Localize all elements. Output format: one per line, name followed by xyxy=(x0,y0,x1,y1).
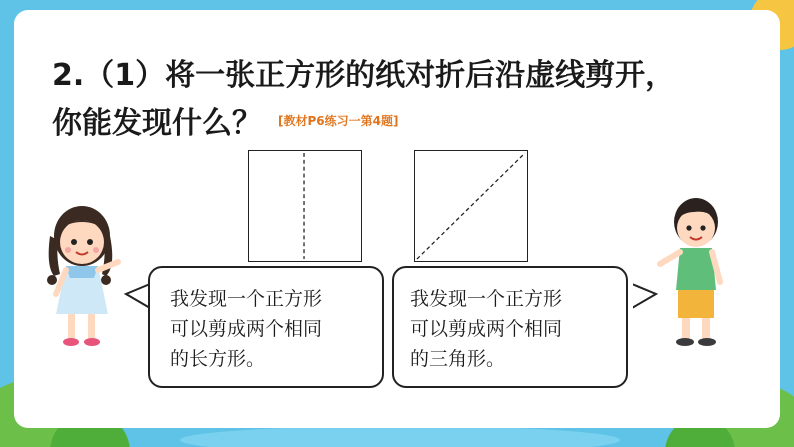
question-line-1: 2.（1）将一张正方形的纸对折后沿虚线剪开， xyxy=(52,58,676,93)
bubble-left-line-1: 我发现一个正方形 xyxy=(170,288,323,310)
speech-bubble-left xyxy=(148,266,384,388)
question-line-2-text: 你能发现什么？ xyxy=(52,106,262,141)
bubble-left-line-2: 可以剪成两个相同 xyxy=(170,318,323,340)
square-diagonal-fold xyxy=(414,150,528,262)
girl-illustration xyxy=(36,196,128,350)
boy-illustration xyxy=(654,190,736,350)
bubble-left-line-3: 的长方形。 xyxy=(170,348,266,370)
question-title xyxy=(52,52,772,149)
square-vertical-fold xyxy=(248,150,362,262)
bubble-right-line-1: 我发现一个正方形 xyxy=(410,288,563,310)
question-line-2 xyxy=(52,100,772,149)
vertical-dashed-line xyxy=(249,151,361,261)
bubble-right-line-3: 的三角形。 xyxy=(410,348,506,370)
diagonal-dashed-line xyxy=(415,151,527,261)
speech-bubble-right xyxy=(392,266,628,388)
bubble-right-line-2: 可以剪成两个相同 xyxy=(410,318,563,340)
speech-tail-right xyxy=(624,282,658,312)
textbook-reference: [教材P6练习一第4题] xyxy=(278,113,399,128)
